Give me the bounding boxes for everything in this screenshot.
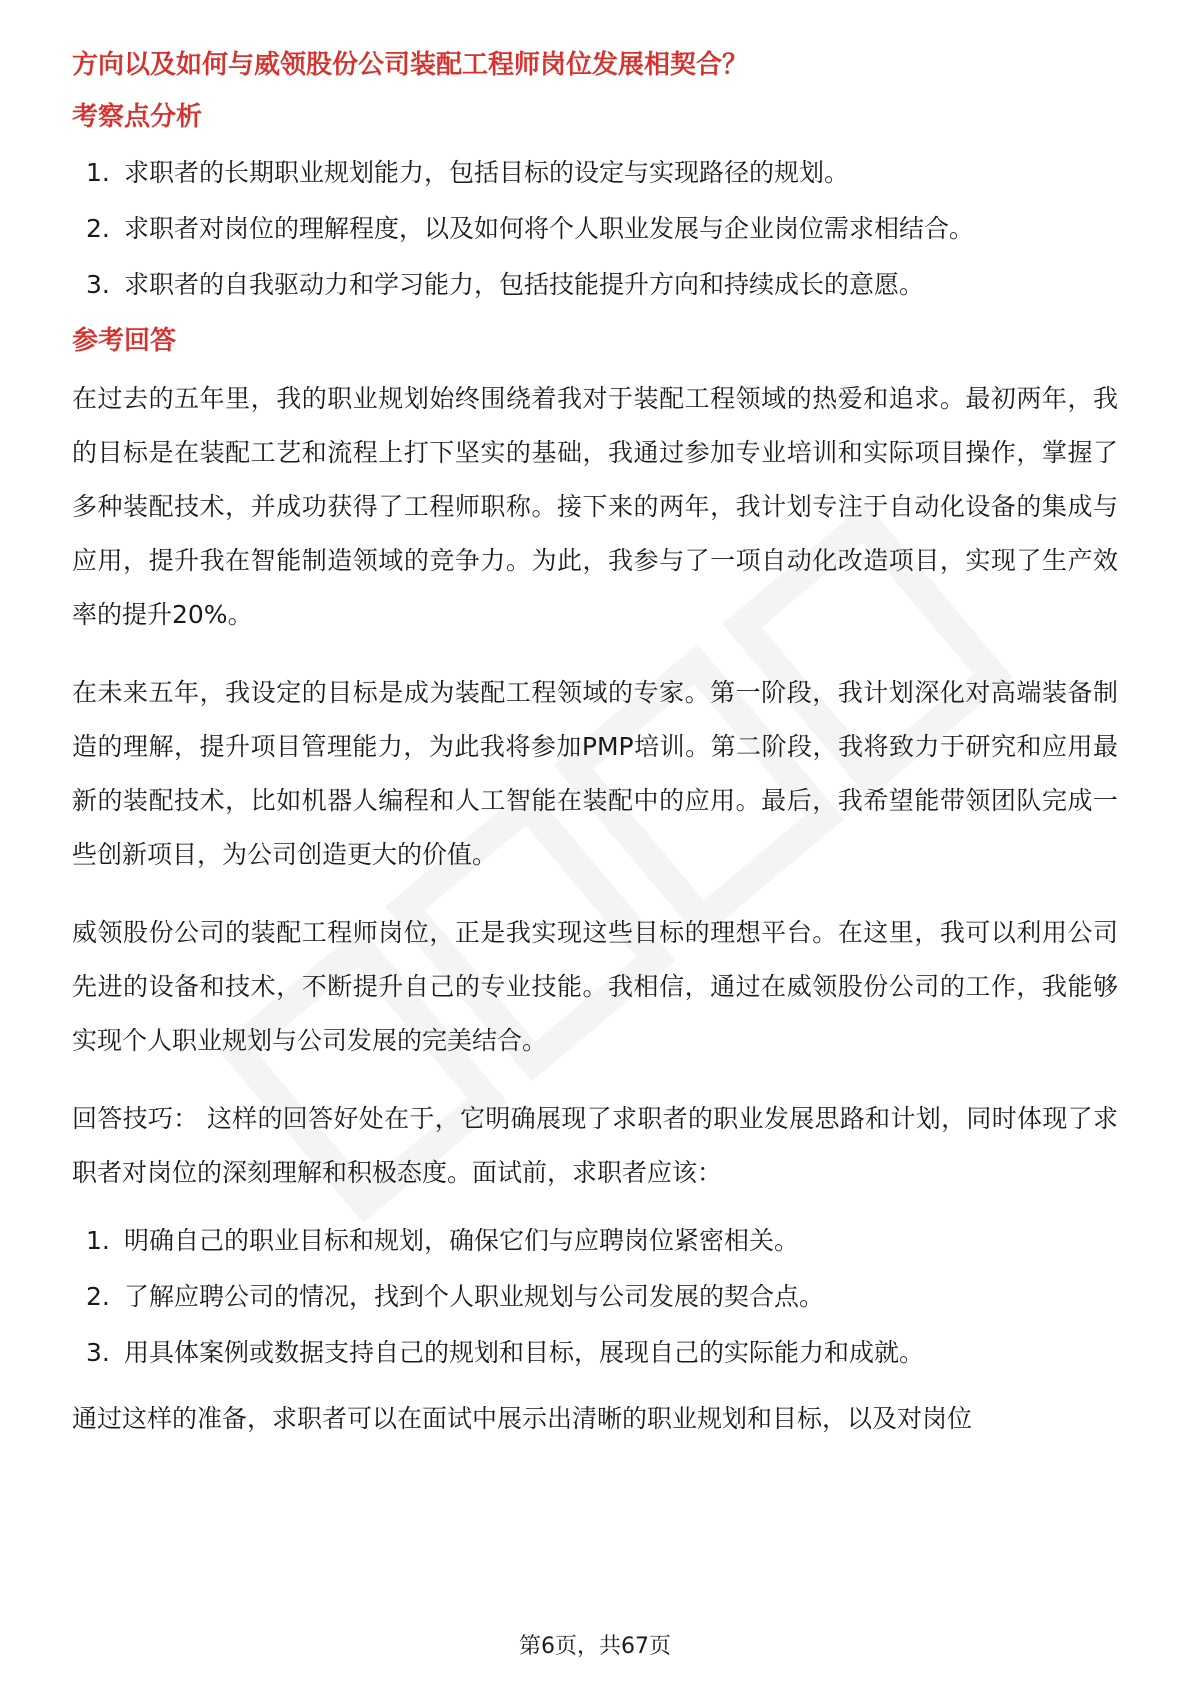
list-item-text: 用具体案例或数据支持自己的规划和目标，展现自己的实际能力和成就。 <box>124 1338 925 1367</box>
content-area <box>72 48 1118 1446</box>
list-item-text: 明确自己的职业目标和规划，确保它们与应聘岗位紧密相关。 <box>124 1226 800 1255</box>
list-item-number: 3. <box>86 1338 110 1367</box>
answer-paragraph: 在未来五年，我设定的目标是成为装配工程领域的专家。第一阶段，我计划深化对高端装备制造的理解，提升项目管理能力，为此我将参加PMP培训。第二阶段，我将致力于研究和应用最新的装配技术，比如机器人编程和人工智能在装配中的应用。最后，我希望能带领团队完成一些创新项目，为公司创造更大的价值。 <box>72 678 1118 869</box>
answer-paragraph: 在过去的五年里，我的职业规划始终围绕着我对于装配工程领域的热爱和追求。最初两年，我的目标是在装配工艺和流程上打下坚实的基础，我通过参加专业培训和实际项目操作，掌握了多种装配技术，并成功获得了工程师职称。接下来的两年，我计划专注于自动化设备的集成与应用，提升我在智能制造领域的竞争力。为此，我参与了一项自动化改造项目，实现了生产效率的提升20%。 <box>72 384 1118 629</box>
list-item <box>72 212 1118 246</box>
list-item-number: 1. <box>86 1226 110 1255</box>
list-item-text: 求职者对岗位的理解程度，以及如何将个人职业发展与企业岗位需求相结合。 <box>124 214 975 243</box>
list-item-text: 求职者的长期职业规划能力，包括目标的设定与实现路径的规划。 <box>124 158 850 187</box>
answer-paragraph: 威领股份公司的装配工程师岗位，正是我实现这些目标的理想平台。在这里，我可以利用公司先进的设备和技术，不断提升自己的专业技能。我相信，通过在威领股份公司的工作，我能够实现个人职业规划与公司发展的完美结合。 <box>72 918 1118 1055</box>
list-item <box>72 1336 1118 1370</box>
list-item-number: 3. <box>86 270 110 299</box>
answer-heading: 参考回答 <box>72 326 177 356</box>
list-item-number: 2. <box>86 1282 110 1311</box>
page-number-footer: 第6页，共67页 <box>519 1634 671 1659</box>
closing-paragraph: 通过这样的准备，求职者可以在面试中展示出清晰的职业规划和目标，以及对岗位 <box>72 1404 973 1433</box>
list-item-text: 了解应聘公司的情况，找到个人职业规划与公司发展的契合点。 <box>124 1282 825 1311</box>
list-item-text: 求职者的自我驱动力和学习能力，包括技能提升方向和持续成长的意愿。 <box>124 270 925 299</box>
list-item-number: 2. <box>86 214 110 243</box>
list-item <box>72 156 1118 190</box>
tips-intro: 回答技巧： 这样的回答好处在于，它明确展现了求职者的职业发展思路和计划，同时体现了求职者对岗位的深刻理解和积极态度。面试前，求职者应该： <box>72 1104 1118 1187</box>
list-item <box>72 1224 1118 1258</box>
analysis-heading: 考察点分析 <box>72 102 203 132</box>
tips-list <box>72 1224 1118 1370</box>
analysis-list <box>72 156 1118 302</box>
list-item <box>72 1280 1118 1314</box>
question-title: 方向以及如何与威领股份公司装配工程师岗位发展相契合？ <box>72 50 749 80</box>
list-item <box>72 268 1118 302</box>
list-item-number: 1. <box>86 158 110 187</box>
